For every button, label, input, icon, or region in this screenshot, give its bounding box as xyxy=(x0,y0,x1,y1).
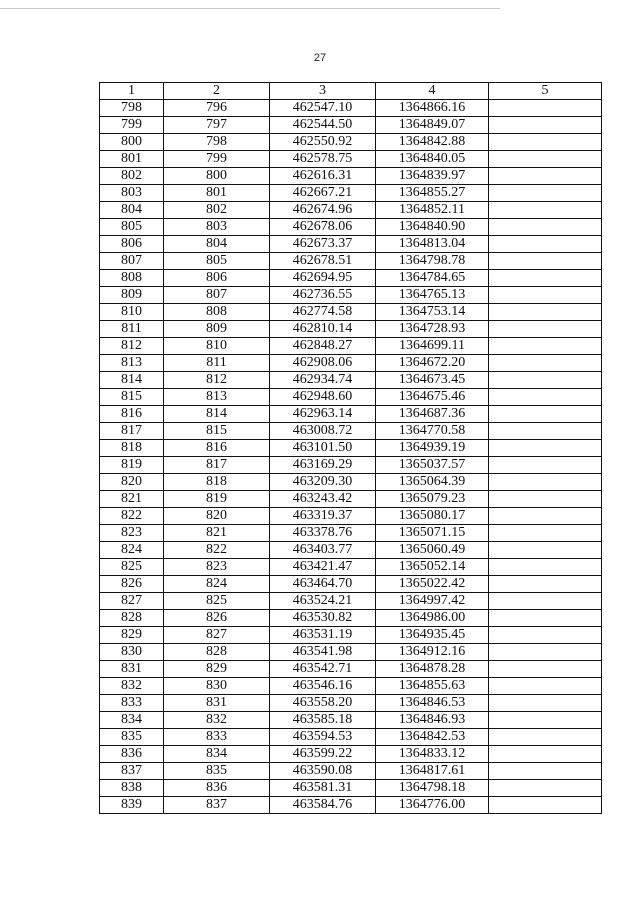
table-cell xyxy=(489,576,602,593)
table-cell: 1364840.05 xyxy=(376,151,489,168)
table-cell: 1364798.78 xyxy=(376,253,489,270)
table-cell: 463585.18 xyxy=(270,712,376,729)
table-row xyxy=(100,644,602,661)
table-cell: 1364912.16 xyxy=(376,644,489,661)
table-cell: 1365064.39 xyxy=(376,474,489,491)
table-cell xyxy=(489,678,602,695)
table-cell: 462934.74 xyxy=(270,372,376,389)
table-cell xyxy=(489,746,602,763)
table-cell: 819 xyxy=(164,491,270,508)
column-header: 2 xyxy=(164,83,270,100)
table-cell: 1364986.00 xyxy=(376,610,489,627)
table-cell: 462547.10 xyxy=(270,100,376,117)
table-cell: 1364765.13 xyxy=(376,287,489,304)
table-cell xyxy=(489,712,602,729)
table-row xyxy=(100,610,602,627)
table-cell: 463542.71 xyxy=(270,661,376,678)
table-cell: 815 xyxy=(100,389,164,406)
table-cell: 813 xyxy=(164,389,270,406)
table-cell: 1364776.00 xyxy=(376,797,489,814)
table-cell: 816 xyxy=(164,440,270,457)
table-cell: 463378.76 xyxy=(270,525,376,542)
table-cell: 806 xyxy=(164,270,270,287)
table-cell xyxy=(489,644,602,661)
table-cell: 818 xyxy=(164,474,270,491)
table-cell: 1365052.14 xyxy=(376,559,489,576)
table-cell: 463590.08 xyxy=(270,763,376,780)
table-cell xyxy=(489,508,602,525)
table-cell xyxy=(489,797,602,814)
table-cell: 463581.31 xyxy=(270,780,376,797)
table-row xyxy=(100,746,602,763)
table-cell: 834 xyxy=(100,712,164,729)
table-cell xyxy=(489,474,602,491)
table-cell: 1364839.97 xyxy=(376,168,489,185)
table-row xyxy=(100,253,602,270)
column-header: 4 xyxy=(376,83,489,100)
table-cell xyxy=(489,780,602,797)
table-row xyxy=(100,763,602,780)
table-row xyxy=(100,100,602,117)
table-cell xyxy=(489,559,602,576)
table-cell xyxy=(489,185,602,202)
table-cell xyxy=(489,253,602,270)
table-cell: 1364798.18 xyxy=(376,780,489,797)
table-cell: 823 xyxy=(164,559,270,576)
table-cell: 462963.14 xyxy=(270,406,376,423)
table-cell: 821 xyxy=(100,491,164,508)
table-cell xyxy=(489,457,602,474)
table-cell: 1364842.53 xyxy=(376,729,489,746)
table-cell: 1364813.04 xyxy=(376,236,489,253)
table-cell: 816 xyxy=(100,406,164,423)
table-cell: 1364846.53 xyxy=(376,695,489,712)
table-cell: 463421.47 xyxy=(270,559,376,576)
table-cell xyxy=(489,338,602,355)
table-cell: 462674.96 xyxy=(270,202,376,219)
table-row xyxy=(100,134,602,151)
column-header: 3 xyxy=(270,83,376,100)
table-cell: 1364687.36 xyxy=(376,406,489,423)
table-row xyxy=(100,797,602,814)
table-cell: 799 xyxy=(100,117,164,134)
table-cell: 807 xyxy=(164,287,270,304)
scan-edge-line xyxy=(0,8,500,9)
table-cell: 462948.60 xyxy=(270,389,376,406)
table-cell xyxy=(489,270,602,287)
table-cell: 834 xyxy=(164,746,270,763)
table-cell: 823 xyxy=(100,525,164,542)
table-cell xyxy=(489,287,602,304)
table-cell: 822 xyxy=(164,542,270,559)
table-cell xyxy=(489,117,602,134)
table-row xyxy=(100,219,602,236)
table-cell: 811 xyxy=(100,321,164,338)
table-cell: 1365071.15 xyxy=(376,525,489,542)
table-cell: 463008.72 xyxy=(270,423,376,440)
table-cell xyxy=(489,627,602,644)
table-cell: 463169.29 xyxy=(270,457,376,474)
table-cell: 826 xyxy=(100,576,164,593)
table-row xyxy=(100,151,602,168)
table-cell: 1364840.90 xyxy=(376,219,489,236)
table-cell xyxy=(489,134,602,151)
column-header: 1 xyxy=(100,83,164,100)
table-cell: 1365037.57 xyxy=(376,457,489,474)
table-cell: 1364997.42 xyxy=(376,593,489,610)
table-cell: 808 xyxy=(164,304,270,321)
table-cell: 821 xyxy=(164,525,270,542)
table-cell: 828 xyxy=(100,610,164,627)
table-cell: 826 xyxy=(164,610,270,627)
table-cell xyxy=(489,168,602,185)
table-cell: 463541.98 xyxy=(270,644,376,661)
table-row xyxy=(100,287,602,304)
table-cell: 811 xyxy=(164,355,270,372)
table-cell: 1364770.58 xyxy=(376,423,489,440)
table-cell: 830 xyxy=(100,644,164,661)
table-cell xyxy=(489,389,602,406)
table-cell: 825 xyxy=(100,559,164,576)
table-cell: 801 xyxy=(164,185,270,202)
table-cell: 797 xyxy=(164,117,270,134)
table-cell: 1364842.88 xyxy=(376,134,489,151)
table-cell: 796 xyxy=(164,100,270,117)
table-cell: 806 xyxy=(100,236,164,253)
table-cell: 839 xyxy=(100,797,164,814)
table-cell: 805 xyxy=(164,253,270,270)
table-cell: 463546.16 xyxy=(270,678,376,695)
table-cell: 803 xyxy=(100,185,164,202)
table-cell: 1364728.93 xyxy=(376,321,489,338)
table-cell: 817 xyxy=(164,457,270,474)
table-cell: 1364833.12 xyxy=(376,746,489,763)
table-row xyxy=(100,440,602,457)
table-cell: 462544.50 xyxy=(270,117,376,134)
table-row xyxy=(100,474,602,491)
table-cell xyxy=(489,406,602,423)
table-cell xyxy=(489,202,602,219)
table-cell: 825 xyxy=(164,593,270,610)
table-cell: 1364675.46 xyxy=(376,389,489,406)
table-row xyxy=(100,491,602,508)
table-cell xyxy=(489,542,602,559)
table-row xyxy=(100,627,602,644)
table-cell: 1364699.11 xyxy=(376,338,489,355)
table-cell: 1364852.11 xyxy=(376,202,489,219)
table-cell: 835 xyxy=(100,729,164,746)
table-cell: 462667.21 xyxy=(270,185,376,202)
table-cell: 836 xyxy=(164,780,270,797)
table-cell: 463403.77 xyxy=(270,542,376,559)
table-cell: 462616.31 xyxy=(270,168,376,185)
table-cell: 815 xyxy=(164,423,270,440)
table-cell: 1364753.14 xyxy=(376,304,489,321)
table-cell: 462578.75 xyxy=(270,151,376,168)
table-cell xyxy=(489,763,602,780)
table-cell: 813 xyxy=(100,355,164,372)
table-cell: 463558.20 xyxy=(270,695,376,712)
table-cell: 462673.37 xyxy=(270,236,376,253)
table-row xyxy=(100,661,602,678)
table-cell: 798 xyxy=(164,134,270,151)
table-cell: 820 xyxy=(100,474,164,491)
table-cell: 462678.06 xyxy=(270,219,376,236)
table-cell: 809 xyxy=(164,321,270,338)
table-cell: 802 xyxy=(164,202,270,219)
table-cell: 814 xyxy=(100,372,164,389)
table-cell: 829 xyxy=(100,627,164,644)
table-cell: 829 xyxy=(164,661,270,678)
table-cell: 1364817.61 xyxy=(376,763,489,780)
table-cell: 814 xyxy=(164,406,270,423)
table-cell: 822 xyxy=(100,508,164,525)
table-row xyxy=(100,576,602,593)
table-cell: 463530.82 xyxy=(270,610,376,627)
table-cell xyxy=(489,593,602,610)
table-cell: 800 xyxy=(100,134,164,151)
table-cell: 831 xyxy=(100,661,164,678)
table-row xyxy=(100,185,602,202)
table-cell: 807 xyxy=(100,253,164,270)
table-row xyxy=(100,423,602,440)
table-cell: 1364878.28 xyxy=(376,661,489,678)
table-cell: 463524.21 xyxy=(270,593,376,610)
table-cell: 1365022.42 xyxy=(376,576,489,593)
table-cell: 462848.27 xyxy=(270,338,376,355)
table-cell xyxy=(489,304,602,321)
table-row xyxy=(100,202,602,219)
table-row xyxy=(100,321,602,338)
table-cell: 1364855.27 xyxy=(376,185,489,202)
table-row xyxy=(100,372,602,389)
table-row xyxy=(100,355,602,372)
table-cell: 1365079.23 xyxy=(376,491,489,508)
table-cell: 463319.37 xyxy=(270,508,376,525)
table-cell: 805 xyxy=(100,219,164,236)
table-cell xyxy=(489,525,602,542)
table-cell: 801 xyxy=(100,151,164,168)
table-row xyxy=(100,304,602,321)
table-cell: 837 xyxy=(164,797,270,814)
table-row xyxy=(100,695,602,712)
table-cell: 810 xyxy=(164,338,270,355)
table-cell: 463531.19 xyxy=(270,627,376,644)
table-cell: 1364849.07 xyxy=(376,117,489,134)
table-cell: 832 xyxy=(100,678,164,695)
table-cell: 818 xyxy=(100,440,164,457)
coordinates-table xyxy=(99,82,602,814)
table-cell xyxy=(489,151,602,168)
table-cell: 462736.55 xyxy=(270,287,376,304)
table-row xyxy=(100,270,602,287)
table-cell: 819 xyxy=(100,457,164,474)
table-cell xyxy=(489,100,602,117)
table-row xyxy=(100,678,602,695)
table-row xyxy=(100,712,602,729)
table-cell xyxy=(489,729,602,746)
table-cell: 820 xyxy=(164,508,270,525)
table-cell: 810 xyxy=(100,304,164,321)
table-cell: 463243.42 xyxy=(270,491,376,508)
table-cell: 462908.06 xyxy=(270,355,376,372)
table-row xyxy=(100,236,602,253)
table-cell: 833 xyxy=(164,729,270,746)
table-row xyxy=(100,525,602,542)
table-cell xyxy=(489,355,602,372)
table-cell: 817 xyxy=(100,423,164,440)
table-cell xyxy=(489,219,602,236)
table-cell: 809 xyxy=(100,287,164,304)
table-cell: 838 xyxy=(100,780,164,797)
table-cell: 799 xyxy=(164,151,270,168)
table-cell: 830 xyxy=(164,678,270,695)
table-cell: 462550.92 xyxy=(270,134,376,151)
table-cell: 463584.76 xyxy=(270,797,376,814)
table-cell: 828 xyxy=(164,644,270,661)
table-cell xyxy=(489,491,602,508)
table-cell: 837 xyxy=(100,763,164,780)
table-cell: 804 xyxy=(164,236,270,253)
table-cell: 831 xyxy=(164,695,270,712)
table-cell: 824 xyxy=(100,542,164,559)
table-cell: 812 xyxy=(164,372,270,389)
table-row xyxy=(100,508,602,525)
table-cell: 812 xyxy=(100,338,164,355)
table-cell: 463464.70 xyxy=(270,576,376,593)
table-cell xyxy=(489,236,602,253)
table-cell xyxy=(489,423,602,440)
table-cell: 1364855.63 xyxy=(376,678,489,695)
table-cell: 800 xyxy=(164,168,270,185)
table-cell: 835 xyxy=(164,763,270,780)
table-cell: 798 xyxy=(100,100,164,117)
table-cell xyxy=(489,372,602,389)
table-cell: 463599.22 xyxy=(270,746,376,763)
table-row xyxy=(100,559,602,576)
table-row xyxy=(100,406,602,423)
table-cell: 1364846.93 xyxy=(376,712,489,729)
table-cell: 827 xyxy=(164,627,270,644)
table-cell: 462694.95 xyxy=(270,270,376,287)
table-cell: 462678.51 xyxy=(270,253,376,270)
table-cell: 803 xyxy=(164,219,270,236)
table-cell: 1364935.45 xyxy=(376,627,489,644)
table-row xyxy=(100,542,602,559)
table-row xyxy=(100,780,602,797)
table-cell: 462774.58 xyxy=(270,304,376,321)
table-cell: 832 xyxy=(164,712,270,729)
table-row xyxy=(100,338,602,355)
table-cell: 1364784.65 xyxy=(376,270,489,287)
table-cell: 463209.30 xyxy=(270,474,376,491)
table-cell: 1364672.20 xyxy=(376,355,489,372)
table-row xyxy=(100,593,602,610)
table-header-row xyxy=(100,83,602,100)
table-cell: 824 xyxy=(164,576,270,593)
table-cell xyxy=(489,440,602,457)
table-cell: 462810.14 xyxy=(270,321,376,338)
table-cell: 1365060.49 xyxy=(376,542,489,559)
page-number: 27 xyxy=(313,52,327,64)
table-cell: 1364866.16 xyxy=(376,100,489,117)
column-header: 5 xyxy=(489,83,602,100)
table-cell xyxy=(489,695,602,712)
table-cell xyxy=(489,321,602,338)
table-cell: 804 xyxy=(100,202,164,219)
table-cell: 833 xyxy=(100,695,164,712)
table-cell: 1365080.17 xyxy=(376,508,489,525)
table-row xyxy=(100,168,602,185)
table-cell: 808 xyxy=(100,270,164,287)
table-cell: 463101.50 xyxy=(270,440,376,457)
table-row xyxy=(100,389,602,406)
table-cell xyxy=(489,610,602,627)
table-cell: 1364673.45 xyxy=(376,372,489,389)
table-body xyxy=(100,100,602,814)
table-cell xyxy=(489,661,602,678)
table-cell: 802 xyxy=(100,168,164,185)
table-cell: 1364939.19 xyxy=(376,440,489,457)
table-row xyxy=(100,457,602,474)
table-cell: 827 xyxy=(100,593,164,610)
table-cell: 836 xyxy=(100,746,164,763)
table-cell: 463594.53 xyxy=(270,729,376,746)
table-row xyxy=(100,117,602,134)
table-row xyxy=(100,729,602,746)
